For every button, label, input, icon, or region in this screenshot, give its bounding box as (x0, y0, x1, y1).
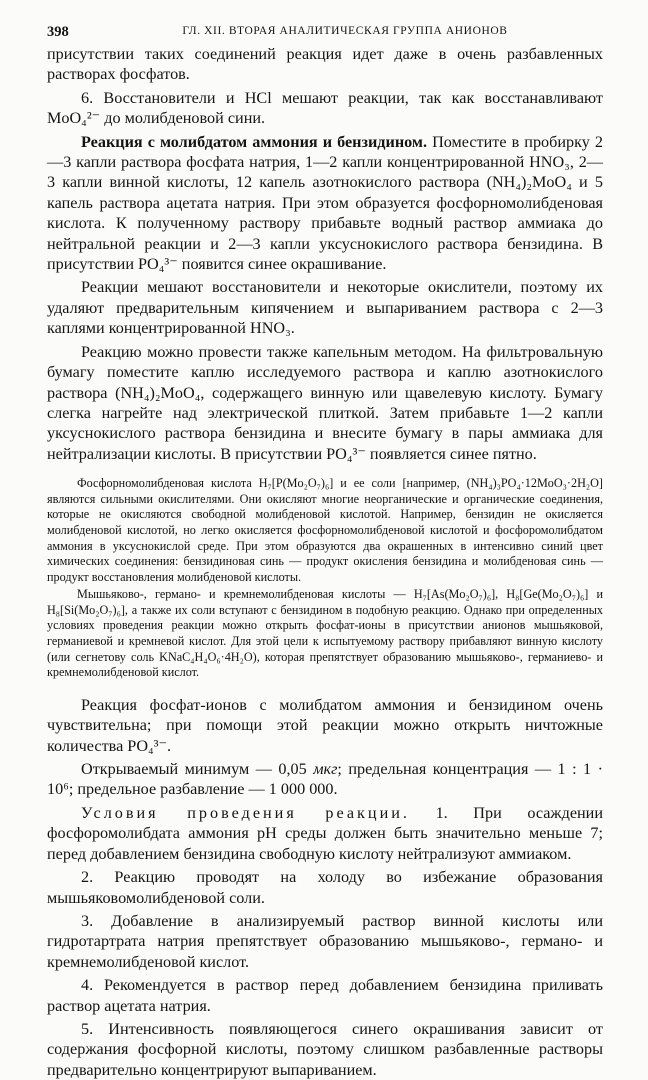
paragraph: присутствии таких соединений реакция идет даже в очень разбавленных растворах фосфатов. (47, 45, 603, 84)
section-title: Реакция с молибдатом аммония и бензидином. (81, 132, 428, 151)
main-text (47, 44, 603, 464)
page-number: 398 (47, 24, 69, 40)
list-item: 5. Интенсивность появляющегося синего окрашивания зависит от содержания фосфорной кислоты, поэтому слишком разбавленные растворы предварительно концентрируют выпариванием. (47, 1019, 603, 1079)
section-paragraph (47, 132, 603, 275)
sensitivity-paragraph (47, 759, 603, 800)
page (47, 20, 603, 1080)
main-text-continued (47, 695, 603, 1080)
list-item: 3. Добавление в анализируемый раствор винной кислоты или гидротартрата натрия препятствует образованию мышьяково-, германо- и кремнемолибденовой кислот. (47, 911, 603, 971)
list-item: 2. Реакцию проводят на холоду во избежание образования мышьяковомолибденовой соли. (47, 868, 603, 907)
list-item: 4. Рекомендуется в раствор перед добавлением бензидина приливать раствор ацетата натрия. (47, 976, 603, 1015)
paragraph: Реакция фосфат-ионов с молибдатом аммония и бензидином очень чувствительна; при помощи этой реакции можно открыть ничтожные количества PO₄³⁻. (47, 695, 603, 755)
small-print-note (47, 476, 603, 681)
note-paragraph: Мышьяково-, германо- и кремнемолибденовая кислоты — H₇[As(Mo₂O₇)₆], H₈[Ge(Mo₂O₇)₆] и H₈[Si(Mo₂O₇)₆], а также их соли вступают с бензидином в подобную реакцию. Однако при определенных условиях проведения реакции можно открыть фосфат-ионы в присутствии анионов мышьяковой, германиевой и кремневой кислот. Для этой цели к испытуемому раствору прибавляют винную кислоту (или сегнетову соль KNaC₄H₄O₆·4H₂O), которая препятствует образованию мышьяково-, германиево- и кремнемолибденовой кислот. (47, 587, 603, 680)
conditions-title: Условия проведения реакции. (81, 803, 410, 822)
paragraph: Реакцию можно провести также капельным методом. На фильтровальную бумагу поместите каплю исследуемого раствора и каплю азотнокислого раствора (NH₄)₂MoO₄, содержащего винную или щавелевую кислоту. Бумагу слегка нагрейте над электрической плиткой. Затем прибавьте 1—2 капли уксуснокислого раствора бензидина и внесите бумагу в пары аммиака для нейтрализации кислоты. В присутствии PO₄³⁻ появляется синее пятно. (47, 342, 603, 463)
section-text: Поместите в пробирку 2—3 капли раствора фосфата натрия, 1—2 капли концентрированной HNO₃, 2—3 капли винной кислоты, 12 капель азотнокислого раствора (NH₄)₂MoO₄ и 5 капель раствора ацетата натрия. При этом образуется фосфорномолибденовая кислота. К полученному раствору прибавьте водный раствор аммиака до нейтральной реакции и 2—3 капли уксуснокислого раствора бензидина. В присутствии PO₄³⁻ появится синее окрашивание. (47, 132, 603, 274)
conditions-text: 1. При осаждении фосфоромолибдата аммония pH среды должен быть значительно меньше 7; перед добавлением бензидина свободную кислоту нейтрализуют аммиаком. (47, 803, 604, 863)
page-header (47, 20, 603, 44)
conditions-paragraph (47, 803, 603, 864)
sensitivity-unit: мкг (313, 760, 338, 779)
paragraph: 6. Восстановители и HCl мешают реакции, так как восстанавливают MoO₄²⁻ до молибденовой сини. (47, 88, 603, 128)
running-title: ГЛ. XII. ВТОРАЯ АНАЛИТИЧЕСКАЯ ГРУППА АНИОНОВ (182, 25, 508, 37)
note-paragraph: Фосфорномолибденовая кислота H₇[P(Mo₂O₇)₆] и ее соли [например, (NH₄)₃PO₄·12MoO₃·2H₂O] являются сильными окислителями. Они окисляют многие неорганические и органические соединения, которые не окисляются свободной молибденовой кислотой. Например, бензидин не окисляется молибденовой кислотой, но легко окисляется фосфорномолибденовой кислотой и фосфоромолибдатом аммония в уксуснокислой среде. При этом образуются два окрашенных в интенсивно синий цвет химических соединения: бензидиновая синь — продукт окисления бензидина и молибденовая синь — продукт восстановления молибденовой кислоты. (47, 476, 603, 584)
paragraph: Реакции мешают восстановители и некоторые окислители, поэтому их удаляют предварительным кипячением и выпариванием раствора с 2—3 каплями концентрированной HNO₃. (47, 278, 603, 338)
sensitivity-prefix: Открываемый минимум — 0,05 (81, 760, 307, 779)
sensitivity-suffix: ; предельная концентрация — 1 : 1 · 10⁶; предельное разбавление — 1 000 000. (47, 760, 604, 799)
